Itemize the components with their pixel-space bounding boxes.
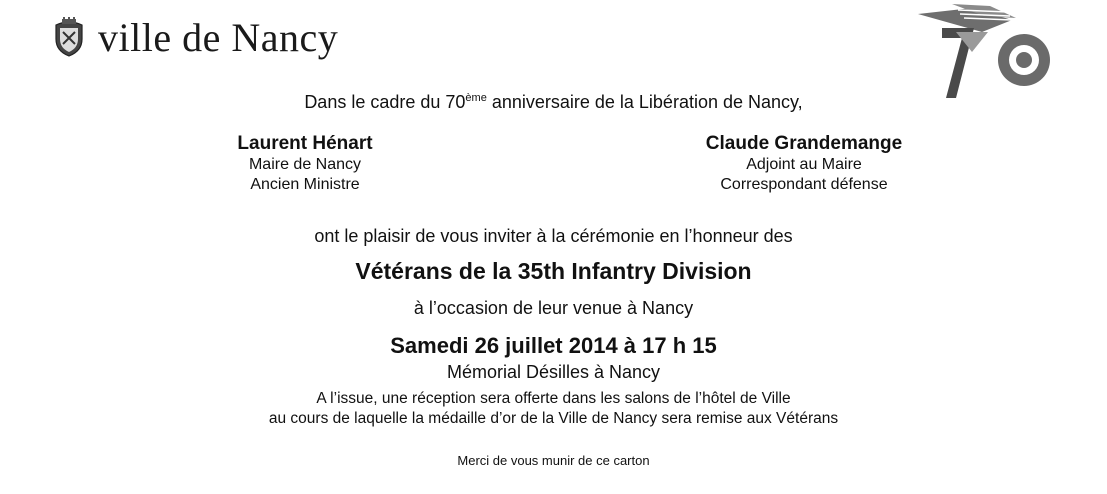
intro-line [0, 91, 1107, 113]
city-logo-text: ville de Nancy [98, 14, 339, 60]
intro-text-start: Dans le cadre du 70 [304, 92, 466, 112]
host-role: Adjoint au Maire [746, 156, 862, 173]
host-role: Ancien Ministre [250, 176, 360, 193]
host-role: Correspondant défense [720, 176, 888, 193]
host-left [155, 133, 455, 195]
city-logo [52, 12, 338, 62]
coat-of-arms-icon [52, 17, 86, 57]
host-name: Laurent Hénart [237, 133, 373, 154]
occasion-line: à l’occasion de leur venue à Nancy [413, 298, 694, 318]
host-right [654, 133, 954, 195]
event-date-time: Samedi 26 juillet 2014 à 17 h 15 [390, 333, 717, 358]
reception-line-2: au cours de laquelle la médaille d’or de la Ville de Nancy sera remise aux Vétérans [268, 410, 839, 427]
intro-superscript: ème [465, 92, 487, 104]
event-venue: Mémorial Désilles à Nancy [446, 362, 661, 382]
footer-note: Merci de vous munir de ce carton [457, 453, 650, 468]
reception-line-1: A l’issue, une réception sera offerte dans les salons de l’hôtel de Ville [316, 390, 791, 407]
intro-text-end: anniversaire de la Libération de Nancy, [486, 92, 803, 112]
honorees-title: Vétérans de la 35th Infantry Division [355, 258, 752, 284]
anniversary-70-logo-icon [912, 2, 1062, 102]
invitation-line: ont le plaisir de vous inviter à la cérémonie en l’honneur des [314, 226, 793, 246]
host-role: Maire de Nancy [248, 156, 362, 173]
host-name: Claude Grandemange [705, 133, 903, 154]
